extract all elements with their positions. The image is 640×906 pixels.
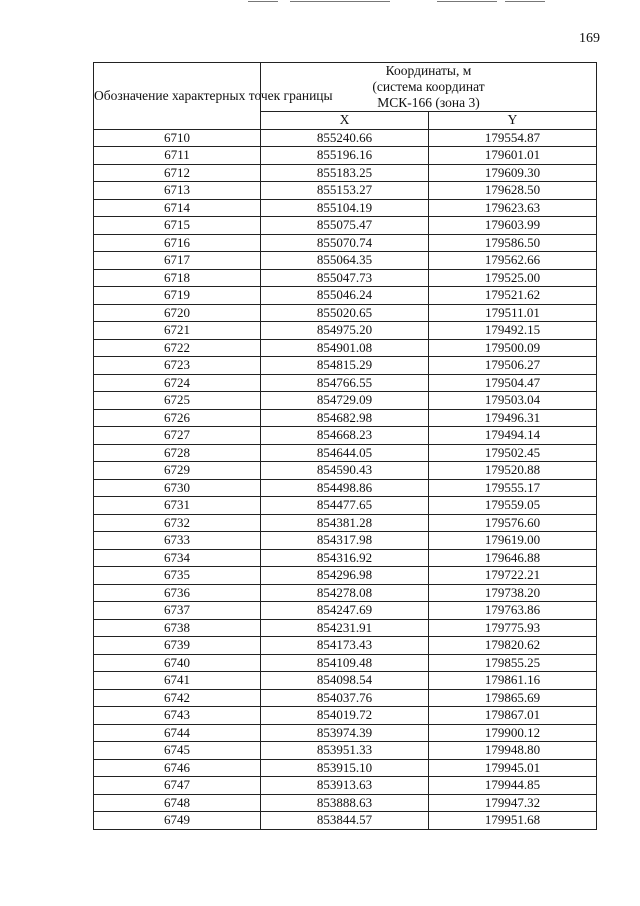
header-coordinates [261,63,597,112]
table-row [94,287,597,305]
cell-point: 6748 [94,794,261,812]
table-row [94,794,597,812]
cell-point: 6710 [94,129,261,147]
cell-point: 6738 [94,619,261,637]
cell-point: 6747 [94,777,261,795]
table-row [94,462,597,480]
cell-y: 179646.88 [429,549,597,567]
cell-x: 854173.43 [261,637,429,655]
cell-point: 6744 [94,724,261,742]
cell-point: 6743 [94,707,261,725]
cell-point: 6745 [94,742,261,760]
table-row [94,724,597,742]
cell-x: 854477.65 [261,497,429,515]
table-row [94,654,597,672]
table-row [94,602,597,620]
cell-point: 6741 [94,672,261,690]
cell-point: 6718 [94,269,261,287]
cell-point: 6715 [94,217,261,235]
cell-x: 854278.08 [261,584,429,602]
cell-y: 179494.14 [429,427,597,445]
cell-y: 179520.88 [429,462,597,480]
cell-y: 179555.17 [429,479,597,497]
cell-x: 854019.72 [261,707,429,725]
cell-x: 854975.20 [261,322,429,340]
page-number: 169 [579,31,600,46]
cell-x: 854317.98 [261,532,429,550]
cell-y: 179738.20 [429,584,597,602]
table-row [94,322,597,340]
cell-point: 6719 [94,287,261,305]
cell-y: 179867.01 [429,707,597,725]
table-row [94,637,597,655]
table-row [94,812,597,830]
cell-y: 179861.16 [429,672,597,690]
cell-point: 6739 [94,637,261,655]
table-row [94,689,597,707]
table-row [94,252,597,270]
cell-x: 855104.19 [261,199,429,217]
table-row [94,532,597,550]
cell-y: 179900.12 [429,724,597,742]
cell-y: 179506.27 [429,357,597,375]
cell-x: 855070.74 [261,234,429,252]
table-row [94,339,597,357]
header-coordinates-line: МСК-166 (зона 3) [377,95,480,110]
cell-y: 179865.69 [429,689,597,707]
cell-point: 6711 [94,147,261,165]
cell-y: 179945.01 [429,759,597,777]
cell-point: 6727 [94,427,261,445]
cell-point: 6740 [94,654,261,672]
table-row [94,759,597,777]
header-row [94,63,597,112]
cell-y: 179554.87 [429,129,597,147]
cell-x: 853888.63 [261,794,429,812]
cell-point: 6729 [94,462,261,480]
table-row [94,567,597,585]
header-coordinates-line: Координаты, м [385,63,472,78]
cell-y: 179576.60 [429,514,597,532]
cell-x: 855196.16 [261,147,429,165]
table-row [94,549,597,567]
cell-y: 179586.50 [429,234,597,252]
cell-y: 179502.45 [429,444,597,462]
cell-point: 6730 [94,479,261,497]
cell-point: 6721 [94,322,261,340]
table-row [94,374,597,392]
cell-x: 854729.09 [261,392,429,410]
cell-x: 854590.43 [261,462,429,480]
cell-x: 853951.33 [261,742,429,760]
cell-point: 6728 [94,444,261,462]
cell-y: 179496.31 [429,409,597,427]
cell-x: 853844.57 [261,812,429,830]
cell-point: 6746 [94,759,261,777]
table-row [94,584,597,602]
cell-x: 855240.66 [261,129,429,147]
table-row [94,742,597,760]
cell-x: 855020.65 [261,304,429,322]
header-coordinates-line: (система координат [372,79,485,94]
cell-point: 6735 [94,567,261,585]
cell-x: 855183.25 [261,164,429,182]
cell-x: 854766.55 [261,374,429,392]
table-row [94,427,597,445]
cell-y: 179951.68 [429,812,597,830]
cell-y: 179511.01 [429,304,597,322]
cell-x: 854498.86 [261,479,429,497]
cell-x: 853915.10 [261,759,429,777]
table-row [94,234,597,252]
cell-point: 6724 [94,374,261,392]
cell-point: 6714 [94,199,261,217]
coordinates-table [93,62,597,830]
cell-x: 853913.63 [261,777,429,795]
cell-y: 179623.63 [429,199,597,217]
cell-y: 179559.05 [429,497,597,515]
cell-x: 853974.39 [261,724,429,742]
table-row [94,304,597,322]
cell-point: 6716 [94,234,261,252]
cell-point: 6733 [94,532,261,550]
cell-y: 179492.15 [429,322,597,340]
cell-y: 179601.01 [429,147,597,165]
cell-y: 179763.86 [429,602,597,620]
table-row [94,217,597,235]
cell-point: 6742 [94,689,261,707]
cell-point: 6732 [94,514,261,532]
header-x: X [261,112,429,130]
cell-x: 854296.98 [261,567,429,585]
table-row [94,672,597,690]
table-row [94,182,597,200]
cell-point: 6736 [94,584,261,602]
cell-y: 179503.04 [429,392,597,410]
cell-x: 854668.23 [261,427,429,445]
table-row [94,392,597,410]
header-point-designation: Обозначение характерных точек границы [94,63,261,130]
cell-y: 179722.21 [429,567,597,585]
cell-x: 854037.76 [261,689,429,707]
table-row [94,199,597,217]
cell-y: 179855.25 [429,654,597,672]
cell-point: 6749 [94,812,261,830]
cell-point: 6734 [94,549,261,567]
cell-point: 6712 [94,164,261,182]
cell-point: 6731 [94,497,261,515]
cell-x: 854682.98 [261,409,429,427]
cell-y: 179562.66 [429,252,597,270]
table-row [94,129,597,147]
table-row [94,147,597,165]
scan-edge-lines [0,0,640,4]
table-row [94,164,597,182]
cell-point: 6737 [94,602,261,620]
cell-y: 179525.00 [429,269,597,287]
table-row [94,707,597,725]
cell-y: 179619.00 [429,532,597,550]
cell-x: 854247.69 [261,602,429,620]
cell-x: 854644.05 [261,444,429,462]
cell-point: 6726 [94,409,261,427]
cell-point: 6720 [94,304,261,322]
table-row [94,444,597,462]
cell-y: 179500.09 [429,339,597,357]
cell-x: 855075.47 [261,217,429,235]
cell-y: 179628.50 [429,182,597,200]
header-y: Y [429,112,597,130]
cell-y: 179609.30 [429,164,597,182]
cell-y: 179947.32 [429,794,597,812]
cell-y: 179603.99 [429,217,597,235]
cell-x: 854231.91 [261,619,429,637]
cell-x: 854316.92 [261,549,429,567]
table-row [94,497,597,515]
table-row [94,777,597,795]
cell-x: 854109.48 [261,654,429,672]
cell-x: 854098.54 [261,672,429,690]
cell-y: 179944.85 [429,777,597,795]
cell-x: 855153.27 [261,182,429,200]
cell-x: 855046.24 [261,287,429,305]
cell-point: 6713 [94,182,261,200]
table-row [94,479,597,497]
cell-x: 854901.08 [261,339,429,357]
cell-point: 6722 [94,339,261,357]
cell-x: 855064.35 [261,252,429,270]
cell-y: 179775.93 [429,619,597,637]
cell-point: 6725 [94,392,261,410]
table-row [94,269,597,287]
cell-y: 179521.62 [429,287,597,305]
cell-y: 179820.62 [429,637,597,655]
cell-x: 855047.73 [261,269,429,287]
cell-y: 179948.80 [429,742,597,760]
cell-point: 6723 [94,357,261,375]
table-row [94,357,597,375]
table-row [94,514,597,532]
table-row [94,409,597,427]
cell-x: 854381.28 [261,514,429,532]
cell-point: 6717 [94,252,261,270]
table-body [94,129,597,829]
cell-x: 854815.29 [261,357,429,375]
cell-y: 179504.47 [429,374,597,392]
table-row [94,619,597,637]
